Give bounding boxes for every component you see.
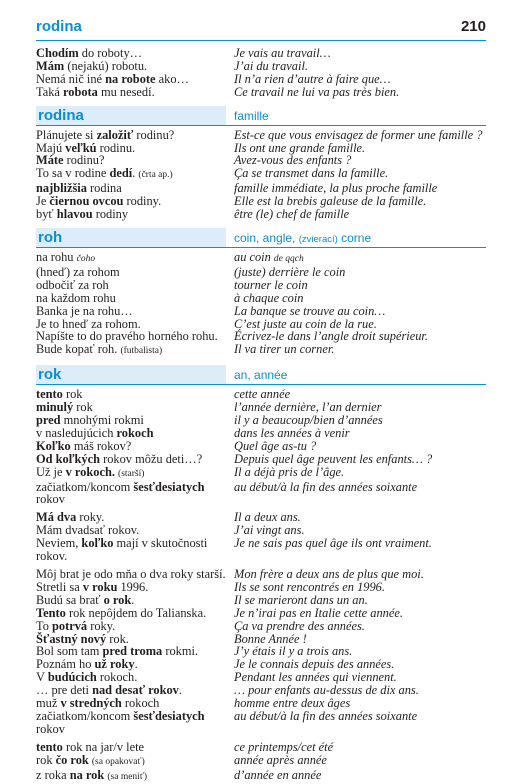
slovak-phrase: Má dva roky.: [36, 510, 105, 525]
french-translation: dans les années à venir: [234, 425, 350, 440]
slovak-phrase: Je to hneď za rohom.: [36, 316, 141, 331]
example-line: [36, 167, 486, 182]
slovak-phrase: Poznám ho už roky.: [36, 657, 138, 672]
french-translation: ce printemps/cet été: [234, 739, 334, 754]
slovak-phrase: (hneď) za rohom: [36, 264, 120, 279]
entry-rule: [36, 247, 486, 248]
entry-heading: [36, 228, 486, 248]
french-translation: Pendant les années qui viennent.: [234, 670, 397, 685]
slovak-phrase: Plánujete si založiť rodinu?: [36, 127, 175, 142]
entry-heading-highlight: [36, 365, 226, 384]
french-translation: Je le connais depuis des années.: [234, 657, 395, 672]
slovak-phrase: tento rok: [36, 387, 83, 402]
example-line: [36, 741, 486, 754]
example-line: [36, 208, 486, 221]
dictionary-body: [36, 47, 486, 784]
example-line: [36, 86, 486, 99]
slovak-phrase: … pre deti nad desať rokov.: [36, 683, 182, 698]
slovak-phrase: pred mnohými rokmi: [36, 413, 144, 428]
french-translation: [234, 550, 486, 563]
french-translation: famille immédiate, la plus proche famille: [234, 181, 438, 196]
example-line: [36, 769, 486, 784]
intro-examples: [36, 47, 486, 99]
page-number: 210: [460, 18, 486, 35]
slovak-phrase: Šťastný nový rok.: [36, 631, 129, 646]
french-translation: être (le) chef de famille: [234, 207, 350, 222]
french-translation: Il se marieront dans un an.: [234, 592, 368, 607]
french-translation: Bonne Année !: [234, 631, 307, 646]
french-translation: Quel âge as-tu ?: [234, 438, 317, 453]
example-line: [36, 537, 486, 550]
slovak-phrase: z roka na rok (sa meniť): [36, 767, 148, 782]
slovak-phrase: minulý rok: [36, 400, 93, 415]
example-line: [36, 493, 486, 506]
french-translation: (juste) derrière le coin: [234, 264, 346, 279]
slovak-phrase: na rohu čoho: [36, 249, 96, 264]
example-line: [36, 279, 486, 292]
french-translation: Il va tirer un corner.: [234, 342, 335, 357]
french-translation: Il a déjà pris de l’âge.: [234, 464, 345, 479]
slovak-phrase: muž v stredných rokoch: [36, 696, 160, 711]
slovak-phrase: najbližšia rodina: [36, 181, 122, 196]
example-line: [36, 305, 486, 318]
slovak-phrase: V budúcich rokoch.: [36, 670, 138, 685]
slovak-phrase: na každom rohu: [36, 290, 116, 305]
slovak-phrase: Chodím do roboty…: [36, 46, 143, 60]
slovak-phrase: odbočiť za roh: [36, 277, 109, 292]
example-line: [36, 251, 486, 266]
slovak-phrase: začiatkom/koncom šesťdesiatych: [36, 708, 205, 723]
french-translation: Mon frère a deux ans de plus que moi.: [234, 567, 424, 581]
example-line: [36, 414, 486, 427]
french-translation: Il n’a rien d’autre à faire que…: [234, 71, 391, 86]
slovak-phrase: rokov: [36, 492, 65, 507]
french-translation: La banque se trouve au coin…: [234, 303, 386, 318]
french-translation: Ça se transmet dans la famille.: [234, 166, 389, 181]
slovak-phrase: Koľko máš rokov?: [36, 438, 132, 453]
slovak-phrase: To sa v rodine dedí. (črta ap.): [36, 166, 173, 181]
french-translation: au début/à la fin des années soixante: [234, 708, 418, 723]
header-rule: [36, 40, 486, 41]
slovak-phrase: Bude kopať roh. (futbalista): [36, 342, 163, 357]
french-translation: homme entre deux âges: [234, 696, 351, 711]
example-line: [36, 60, 486, 73]
french-translation: Elle est la brebis galeuse de la famille.: [234, 194, 427, 209]
slovak-phrase: Máte rodinu?: [36, 153, 105, 168]
slovak-phrase: byť hlavou rodiny: [36, 207, 129, 222]
slovak-phrase: Už je v rokoch. (starší): [36, 464, 145, 479]
french-translation: d’année en année: [234, 767, 322, 782]
french-translation: Ils se sont rencontrés en 1996.: [234, 579, 385, 594]
example-line: [36, 607, 486, 620]
example-line: [36, 594, 486, 607]
french-translation: Avez-vous des enfants ?: [234, 153, 352, 168]
slovak-phrase: Mám (nejakú) robotu.: [36, 58, 148, 73]
example-line: [36, 466, 486, 481]
french-translation: J’ai du travail.: [234, 58, 308, 73]
slovak-phrase: Môj brat je odo mňa o dva roky starší.: [36, 567, 226, 581]
slovak-phrase: rokov: [36, 721, 65, 736]
french-translation: … pour enfants au-dessus de dix ans.: [234, 683, 419, 698]
running-head-word: rodina: [36, 18, 82, 35]
headword: rok: [38, 366, 62, 384]
french-translation: année après année: [234, 752, 327, 767]
slovak-phrase: začiatkom/koncom šesťdesiatych: [36, 479, 205, 494]
slovak-phrase: Od koľkých rokov môžu deti…?: [36, 451, 203, 466]
headword-translation: an, année: [234, 368, 288, 383]
slovak-phrase: Mám dvadsať rokov.: [36, 523, 140, 538]
french-translation: l’année dernière, l’an dernier: [234, 400, 382, 415]
french-translation: J’ai vingt ans.: [234, 523, 305, 538]
entry-examples: [36, 251, 486, 358]
example-line: [36, 754, 486, 769]
french-translation: Je vais au travail…: [234, 46, 331, 60]
entry-rule: [36, 384, 486, 385]
headword-translation: famille: [234, 108, 269, 123]
slovak-phrase: Bol som tam pred troma rokmi.: [36, 644, 199, 659]
french-translation: il y a beaucoup/bien d’années: [234, 413, 383, 428]
example-line: [36, 723, 486, 736]
slovak-phrase: Stretli sa v roku 1996.: [36, 579, 149, 594]
example-line: [36, 481, 486, 494]
french-translation: Je n’irai pas en Italie cette année.: [234, 605, 403, 620]
french-translation: Depuis quel âge peuvent les enfants… ?: [234, 451, 433, 466]
slovak-phrase: Neviem, koľko mají v skutočnosti: [36, 536, 208, 551]
slovak-phrase: Napíšte to do pravého horného rohu.: [36, 329, 218, 344]
page-header: [36, 18, 486, 38]
french-translation: tourner le coin: [234, 277, 308, 292]
example-line: [36, 343, 486, 358]
slovak-phrase: To potrvá roky.: [36, 618, 116, 633]
entry-rule: [36, 125, 486, 126]
entry-heading-highlight: [36, 228, 226, 247]
entry-examples: [36, 129, 486, 221]
french-translation: au coin de qqch: [234, 249, 304, 264]
french-translation: Il a deux ans.: [234, 510, 301, 525]
example-line: [36, 427, 486, 440]
example-line: [36, 129, 486, 142]
slovak-phrase: rokov.: [36, 549, 68, 564]
example-line: [36, 710, 486, 723]
french-translation: Ils ont une grande famille.: [234, 140, 366, 155]
slovak-phrase: tento rok na jar/v lete: [36, 739, 145, 754]
french-translation: Est-ce que vous envisagez de former une famille ?: [234, 127, 483, 142]
french-translation: Je ne sais pas quel âge ils ont vraiment.: [234, 536, 432, 551]
french-translation: au début/à la fin des années soixante: [234, 479, 418, 494]
slovak-phrase: Nemá nič iné na robote ako…: [36, 71, 189, 86]
entry-examples: [36, 388, 486, 783]
entry-heading: [36, 106, 486, 126]
headword-translation: coin, angle, (zvierací) corne: [234, 230, 372, 245]
headword: roh: [38, 228, 63, 246]
slovak-phrase: Banka je na rohu…: [36, 303, 133, 318]
example-line: [36, 266, 486, 279]
slovak-phrase: rok čo rok (sa opakovať): [36, 752, 145, 767]
french-translation: C’est juste au coin de la rue.: [234, 316, 377, 331]
slovak-phrase: v nasledujúcich rokoch: [36, 425, 154, 440]
french-translation: Ça va prendre des années.: [234, 618, 365, 633]
example-line: [36, 440, 486, 453]
french-translation: Écrivez-le dans l’angle droit supérieur.: [234, 329, 428, 344]
example-line: [36, 73, 486, 86]
french-translation: [234, 723, 486, 736]
french-translation: Ce travail ne lui va pas très bien.: [234, 84, 400, 99]
french-translation: cette année: [234, 387, 291, 402]
example-line: [36, 47, 486, 60]
french-translation: J’y étais il y a trois ans.: [234, 644, 353, 659]
french-translation: [234, 493, 486, 506]
slovak-phrase: Taká robota mu nesedí.: [36, 84, 155, 99]
example-line: [36, 292, 486, 305]
slovak-phrase: Majú veľkú rodinu.: [36, 140, 136, 155]
french-translation: à chaque coin: [234, 290, 304, 305]
headword: rodina: [38, 106, 84, 124]
slovak-phrase: Je čiernou ovcou rodiny.: [36, 194, 162, 209]
slovak-phrase: Tento rok nepôjdem do Talianska.: [36, 605, 207, 620]
entry-heading: [36, 365, 486, 385]
slovak-phrase: Budú sa brať o rok.: [36, 592, 135, 607]
example-line: [36, 550, 486, 563]
